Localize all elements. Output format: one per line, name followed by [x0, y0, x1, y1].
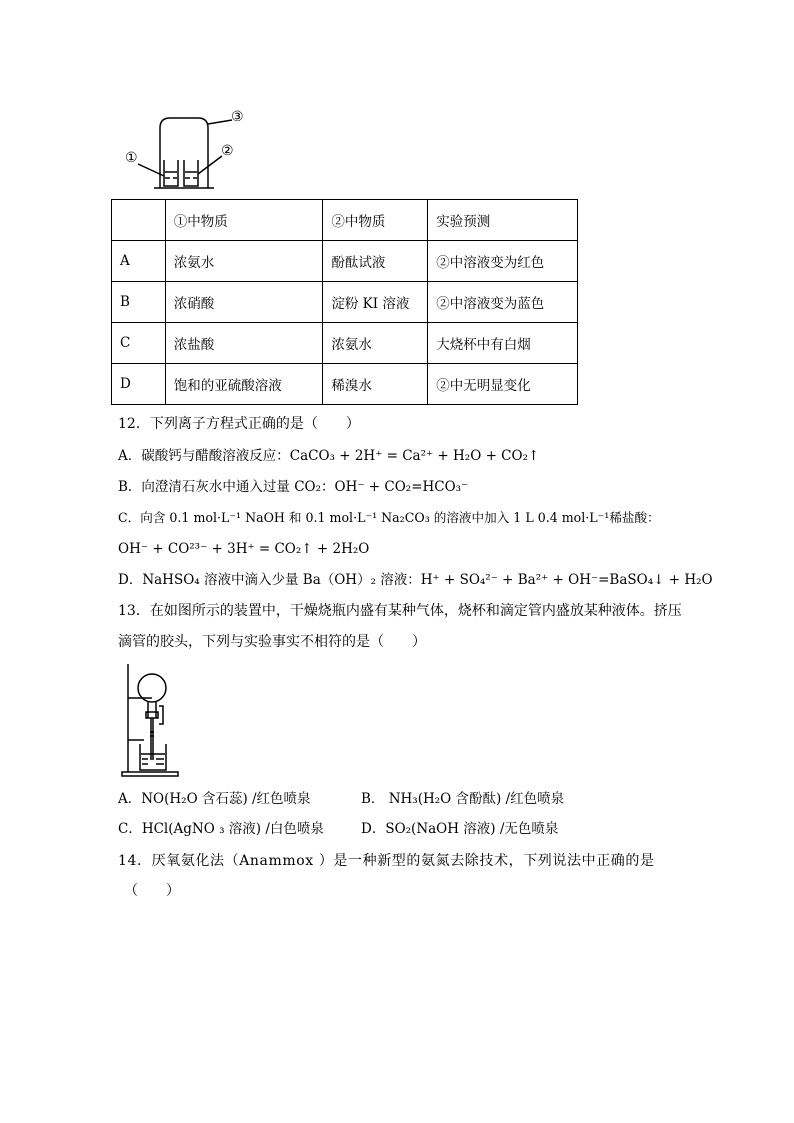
- table-cell: 稀溴水: [323, 364, 428, 405]
- q13-option-d: D．SO₂(NaOH 溶液) /无色喷泉: [361, 821, 559, 837]
- table-cell: ②中物质: [323, 200, 428, 241]
- table-cell: 浓硝酸: [165, 282, 323, 323]
- q13-option-c: C．HCl(AgNO ₃ 溶液) /白色喷泉: [118, 821, 324, 837]
- label-2: ②: [221, 143, 234, 159]
- q12-option-c-line1: C．向含 0.1 mol·L⁻¹ NaOH 和 0.1 mol·L⁻¹ Na₂CO₃ 的溶液中加入 1 L 0.4 mol·L⁻¹稀盐酸：: [118, 510, 660, 525]
- table-cell: 浓盐酸: [165, 323, 323, 364]
- table-cell: 酚酞试液: [323, 241, 428, 282]
- table-row: [112, 364, 578, 405]
- table-cell: 饱和的亚硫酸溶液: [165, 364, 323, 405]
- table-cell: [112, 200, 166, 241]
- table-cell: ②中溶液变为蓝色: [428, 282, 578, 323]
- table-cell: ②中无明显变化: [428, 364, 578, 405]
- table-row: [112, 323, 578, 364]
- q12-option-c-line2: OH⁻ + CO²³⁻ + 3H⁺ = CO₂↑ + 2H₂O: [118, 541, 370, 557]
- table-row: [112, 241, 578, 282]
- table-cell: ①中物质: [165, 200, 323, 241]
- label-3: ③: [231, 109, 244, 125]
- table-cell: 大烧杯中有白烟: [428, 323, 578, 364]
- q14-stem-line2: （ ）: [124, 883, 180, 899]
- table-row: [112, 282, 578, 323]
- q14-stem-line1: 14．厌氧氨化法（Anammox ）是一种新型的氨氮去除技术，下列说法中正确的是: [118, 853, 655, 869]
- q12-stem: 12．下列离子方程式正确的是（ ）: [118, 416, 360, 432]
- table-cell: ②中溶液变为红色: [428, 241, 578, 282]
- label-1: ①: [125, 150, 138, 166]
- table-cell: B: [112, 282, 166, 323]
- q13-stem-line2: 滴管的胶头，下列与实验事实不相符的是（ ）: [118, 634, 426, 650]
- q12-option-b: B．向澄清石灰水中通入过量 CO₂：OH⁻ + CO₂=HCO₃⁻: [118, 479, 469, 495]
- table-cell: C: [112, 323, 166, 364]
- table-cell: 实验预测: [428, 200, 578, 241]
- experiment-table: [111, 199, 578, 405]
- table-cell: 淀粉 KI 溶液: [323, 282, 428, 323]
- fountain-apparatus-figure: [118, 660, 188, 780]
- q12-option-a: A．碳酸钙与醋酸溶液反应：CaCO₃ + 2H⁺ = Ca²⁺ + H₂O + CO₂↑: [118, 448, 540, 464]
- table-header-row: [112, 200, 578, 241]
- table-cell: D: [112, 364, 166, 405]
- q12-option-d: D．NaHSO₄ 溶液中滴入少量 Ba（OH）₂ 溶液：H⁺ + SO₄²⁻ + Ba²⁺ + OH⁻=BaSO₄↓ + H₂O: [118, 572, 713, 588]
- q13-option-a: A．NO(H₂O 含石蕊) /红色喷泉: [118, 791, 311, 807]
- table-cell: 浓氨水: [323, 323, 428, 364]
- table-cell: 浓氨水: [165, 241, 323, 282]
- q13-option-b: B． NH₃(H₂O 含酚酞) /红色喷泉: [361, 791, 565, 807]
- q13-stem-line1: 13．在如图所示的装置中，干燥烧瓶内盛有某种气体，烧杯和滴定管内盛放某种液体。挤压: [118, 603, 682, 619]
- table-cell: A: [112, 241, 166, 282]
